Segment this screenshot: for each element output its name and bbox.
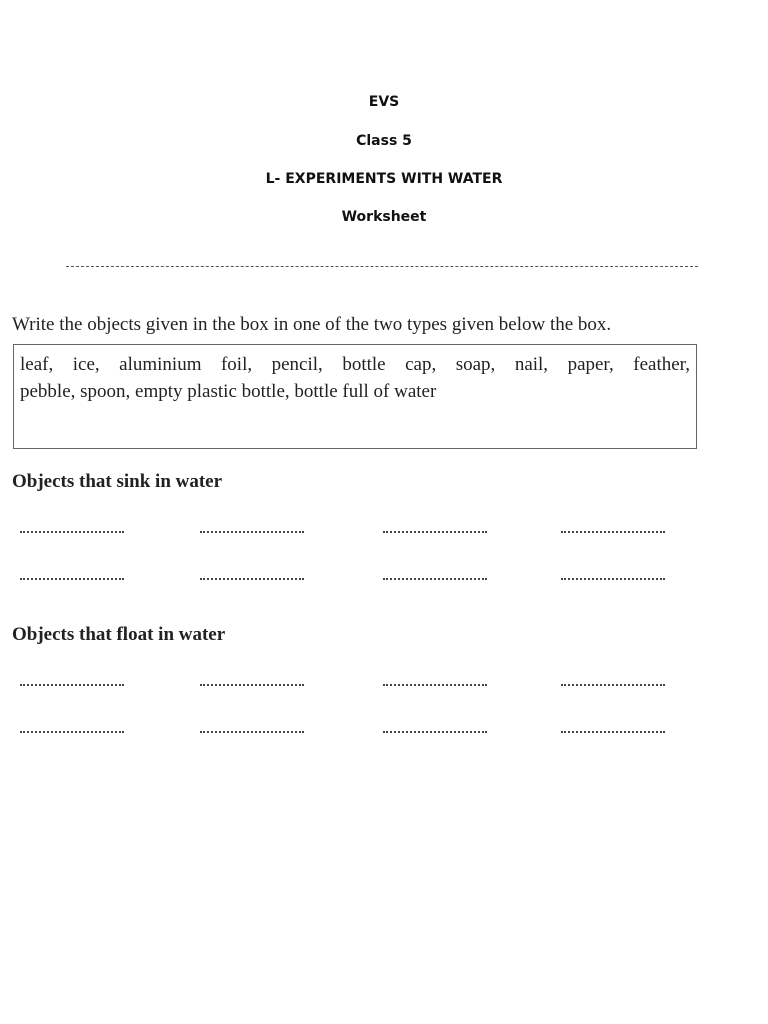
worksheet-type: Worksheet (341, 209, 427, 225)
float-answer-blank[interactable] (383, 731, 487, 733)
float-answer-blank[interactable] (200, 684, 304, 686)
float-answer-blank[interactable] (20, 684, 124, 686)
sink-answer-blank[interactable] (561, 531, 665, 533)
sink-answer-blank[interactable] (200, 531, 304, 533)
float-answer-blank[interactable] (20, 731, 124, 733)
float-section-title: Objects that float in water (12, 624, 226, 645)
sink-answer-blank[interactable] (20, 531, 124, 533)
float-answer-blank[interactable] (200, 731, 304, 733)
float-answer-blank[interactable] (383, 684, 487, 686)
header-divider (66, 266, 698, 267)
word-box-line-2: pebble, spoon, empty plastic bottle, bottle full of water (20, 381, 437, 402)
worksheet-subject: EVS (368, 94, 400, 110)
word-box-line-1: leaf, ice, aluminium foil, pencil, bottle cap, soap, nail, paper, feather, (20, 354, 690, 375)
worksheet-lesson-title: L- EXPERIMENTS WITH WATER (265, 171, 503, 187)
word-box (13, 344, 697, 449)
sink-answer-blank[interactable] (383, 531, 487, 533)
sink-answer-blank[interactable] (561, 578, 665, 580)
instruction-text: Write the objects given in the box in one of the two types given below the box. (12, 314, 612, 335)
sink-answer-blank[interactable] (20, 578, 124, 580)
float-answer-blank[interactable] (561, 684, 665, 686)
worksheet-class: Class 5 (356, 133, 412, 149)
sink-answer-blank[interactable] (383, 578, 487, 580)
sink-answer-blank[interactable] (200, 578, 304, 580)
sink-section-title: Objects that sink in water (12, 471, 223, 492)
float-answer-blank[interactable] (561, 731, 665, 733)
